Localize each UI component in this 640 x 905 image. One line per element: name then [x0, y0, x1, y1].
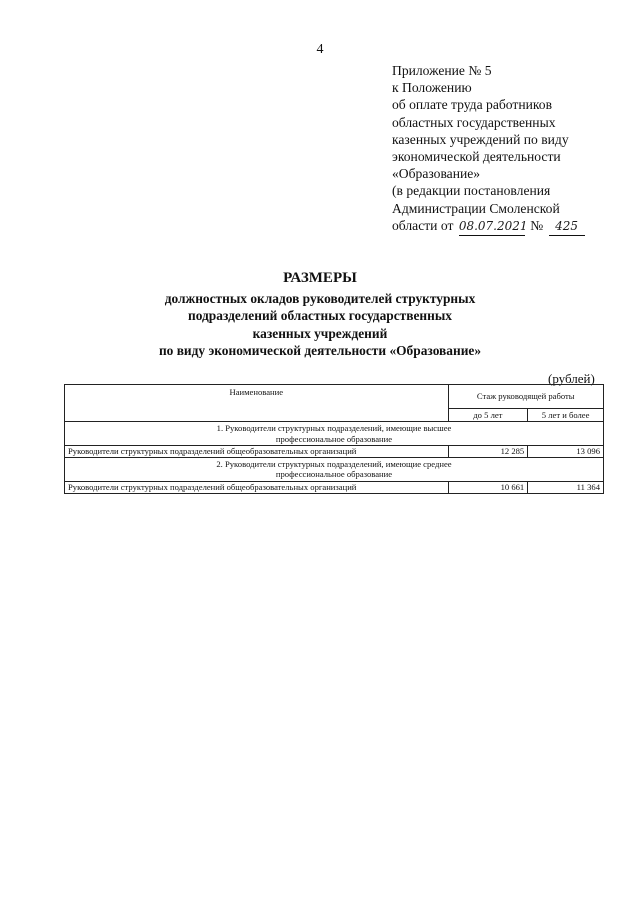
section-heading-line: профессиональное образование: [275, 433, 393, 444]
annex-line: экономической деятельности: [392, 149, 561, 165]
section-heading-line: профессиональное образование: [275, 469, 393, 480]
header-experience: Стаж руководящей работы: [448, 385, 603, 409]
title-main: РАЗМЕРЫ: [283, 270, 357, 286]
salary-table: [64, 384, 604, 494]
unit-label: (рублей): [548, 371, 595, 386]
number-sign: №: [530, 217, 544, 233]
annex-line: «Образование»: [392, 166, 481, 182]
row-name: Руководители структурных подразделений общеобразовательных организаций: [65, 481, 449, 493]
title-line: казенных учреждений: [252, 325, 388, 341]
section-row: [65, 422, 604, 446]
page-number: 4: [316, 42, 324, 57]
annex-date-line: [392, 217, 632, 236]
handwritten-number: 425: [549, 218, 585, 236]
row-value-5-plus: 11 364: [528, 481, 604, 493]
annex-date-prefix: области от: [392, 217, 454, 233]
section-heading-line: 2. Руководители структурных подразделений, имеющие среднее: [216, 458, 452, 469]
handwritten-date: 08.07.2021: [459, 218, 525, 236]
table-header-row: [65, 385, 604, 409]
title-line: подразделений областных государственных: [188, 308, 452, 324]
annex-line: Приложение № 5: [392, 63, 492, 78]
section-heading: [65, 422, 604, 446]
table-row: [65, 446, 604, 458]
annex-line: Администрации Смоленской: [392, 200, 560, 216]
header-5-plus: 5 лет и более: [528, 408, 604, 421]
title-line: должностных окладов руководителей структурных: [164, 291, 476, 306]
section-heading: [65, 457, 604, 481]
annex-line: об оплате труда работников: [392, 97, 553, 113]
annex-line: к Положению: [392, 80, 472, 96]
header-under-5: до 5 лет: [448, 408, 528, 421]
annex-header: [392, 62, 632, 236]
section-row: [65, 457, 604, 481]
row-value-under-5: 12 285: [448, 446, 528, 458]
header-name: Наименование: [65, 385, 449, 422]
section-heading-line: 1. Руководители структурных подразделений, имеющие высшее: [216, 423, 452, 433]
document-title: [0, 270, 640, 360]
annex-line: (в редакции постановления: [392, 183, 551, 199]
row-value-under-5: 10 661: [448, 481, 528, 493]
title-line: по виду экономической деятельности «Образование»: [158, 343, 482, 359]
annex-line: казенных учреждений по виду: [392, 131, 569, 147]
table-row: [65, 481, 604, 493]
annex-line: областных государственных: [392, 114, 556, 130]
row-name: Руководители структурных подразделений общеобразовательных организаций: [65, 446, 449, 458]
row-value-5-plus: 13 096: [528, 446, 604, 458]
